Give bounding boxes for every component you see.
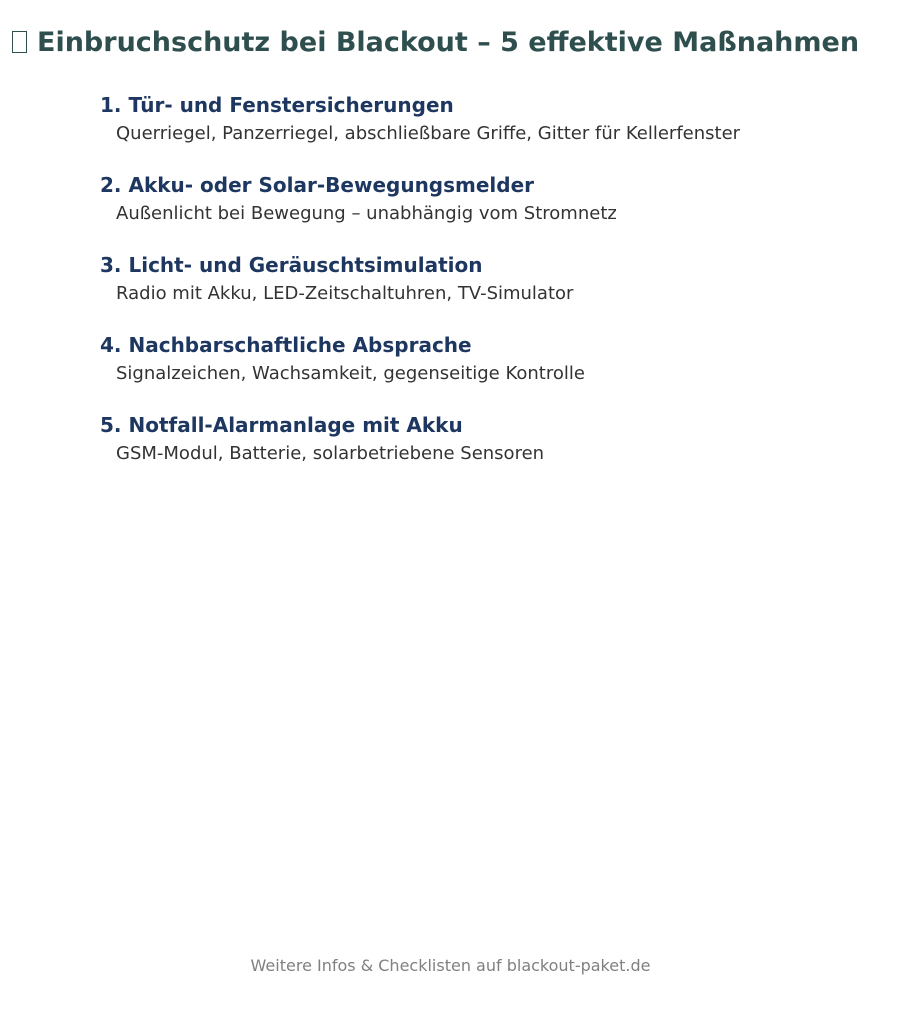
measure-description: Querriegel, Panzerriegel, abschließbare Griffe, Gitter für Kellerfenster [116,123,741,144]
measure-item [100,253,740,333]
page-title [12,26,859,60]
measure-item [100,173,740,253]
measure-item [100,93,740,173]
measure-description: Signalzeichen, Wachsamkeit, gegenseitige Kontrolle [116,363,585,384]
missing-glyph-box-icon [12,31,27,53]
measure-item [100,333,740,413]
page-title-text: Einbruchschutz bei Blackout – 5 effektive Maßnahmen [37,27,860,58]
measure-description: GSM-Modul, Batterie, solarbetriebene Sensoren [116,443,545,464]
measure-title: 3. Licht- und Geräuschtsimulation [100,253,483,277]
measure-title: 2. Akku- oder Solar-Bewegungsmelder [100,173,535,197]
measure-description: Außenlicht bei Bewegung – unabhängig vom Stromnetz [116,203,617,224]
measure-title: 5. Notfall-Alarmanlage mit Akku [100,413,463,437]
measure-title: 4. Nachbarschaftliche Absprache [100,333,472,357]
measure-title: 1. Tür- und Fenstersicherungen [100,93,454,117]
measure-description: Radio mit Akku, LED-Zeitschaltuhren, TV-Simulator [116,283,574,304]
measure-item [100,413,740,493]
measures-list [100,93,740,493]
footer-note: Weitere Infos & Checklisten auf blackout-paket.de [250,956,651,975]
